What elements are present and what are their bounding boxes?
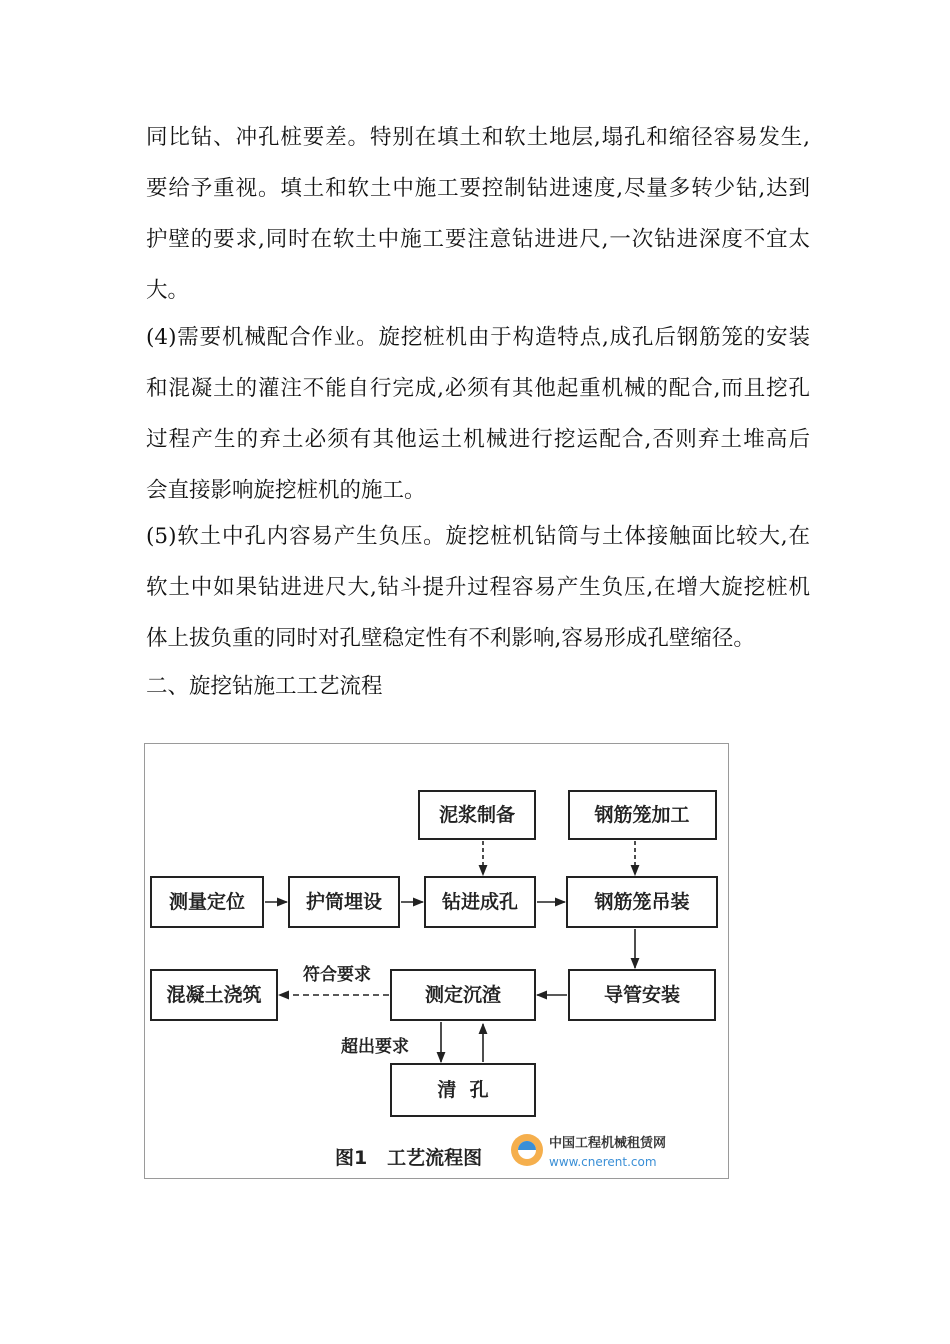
paragraph-2 [146, 312, 810, 516]
box-conduit [569, 970, 715, 1020]
box-cage-lifting [567, 877, 717, 927]
box-cleaning-label: 清 孔 [437, 1079, 489, 1101]
watermark-title: 中国工程机械租赁网 [549, 1136, 667, 1151]
paragraph-line: 体上拔负重的同时对孔壁稳定性有不利影响,容易形成孔壁缩径。 [146, 626, 755, 651]
paragraph-line: 要给予重视。填土和软土中施工要控制钻进速度,尽量多转少钻,达到 [146, 176, 810, 201]
section-heading [146, 661, 810, 712]
box-sediment [391, 970, 535, 1020]
edge-label-meets: 符合要求 [303, 965, 371, 985]
box-cage-processing-label: 钢筋笼加工 [594, 804, 690, 826]
paragraph-line: 会直接影响旋挖桩机的施工。 [146, 478, 426, 503]
process-flowchart-figure [144, 743, 729, 1179]
paragraph-line: 软土中如果钻进进尺大,钻斗提升过程容易产生负压,在增大旋挖桩机 [146, 575, 810, 600]
section-heading-text: 二、旋挖钻施工工艺流程 [146, 674, 383, 699]
paragraph-line: 过程产生的弃土必须有其他运土机械进行挖运配合,否则弃土堆高后 [146, 427, 810, 452]
box-cleaning [391, 1064, 535, 1116]
figure-caption: 图1 工艺流程图 [335, 1147, 483, 1169]
paragraph-line: 护壁的要求,同时在软土中施工要注意钻进进尺,一次钻进深度不宜太 [146, 227, 810, 252]
box-mud-prep [419, 791, 535, 839]
box-casing-label: 护筒埋设 [305, 891, 383, 913]
box-survey-label: 测量定位 [168, 891, 246, 913]
box-conduit-label: 导管安装 [603, 984, 681, 1006]
box-drilling [425, 877, 535, 927]
paragraph-3 [146, 511, 810, 664]
box-sediment-label: 测定沉渣 [424, 984, 502, 1006]
box-survey [151, 877, 263, 927]
box-drilling-label: 钻进成孔 [441, 891, 519, 913]
box-casing [289, 877, 399, 927]
flowchart-svg [145, 744, 728, 1178]
watermark-logo [511, 1134, 666, 1169]
paragraph-line: (4)需要机械配合作业。旋挖桩机由于构造特点,成孔后钢筋笼的安装 [146, 325, 810, 350]
box-concrete [151, 970, 277, 1020]
box-mud-prep-label: 泥浆制备 [438, 804, 516, 826]
watermark-url: www.cnerent.com [549, 1155, 657, 1169]
box-cage-processing [569, 791, 716, 839]
paragraph-1 [146, 112, 810, 316]
paragraph-line: (5)软土中孔内容易产生负压。旋挖桩机钻筒与土体接触面比较大,在 [146, 524, 810, 549]
paragraph-line: 和混凝土的灌注不能自行完成,必须有其他起重机械的配合,而且挖孔 [146, 376, 810, 401]
box-cage-lifting-label: 钢筋笼吊装 [594, 891, 690, 913]
box-concrete-label: 混凝土浇筑 [166, 984, 262, 1006]
paragraph-line: 大。 [146, 278, 190, 303]
paragraph-line: 同比钻、冲孔桩要差。特别在填土和软土地层,塌孔和缩径容易发生, [146, 125, 810, 150]
edge-label-exceeds: 超出要求 [341, 1037, 409, 1057]
